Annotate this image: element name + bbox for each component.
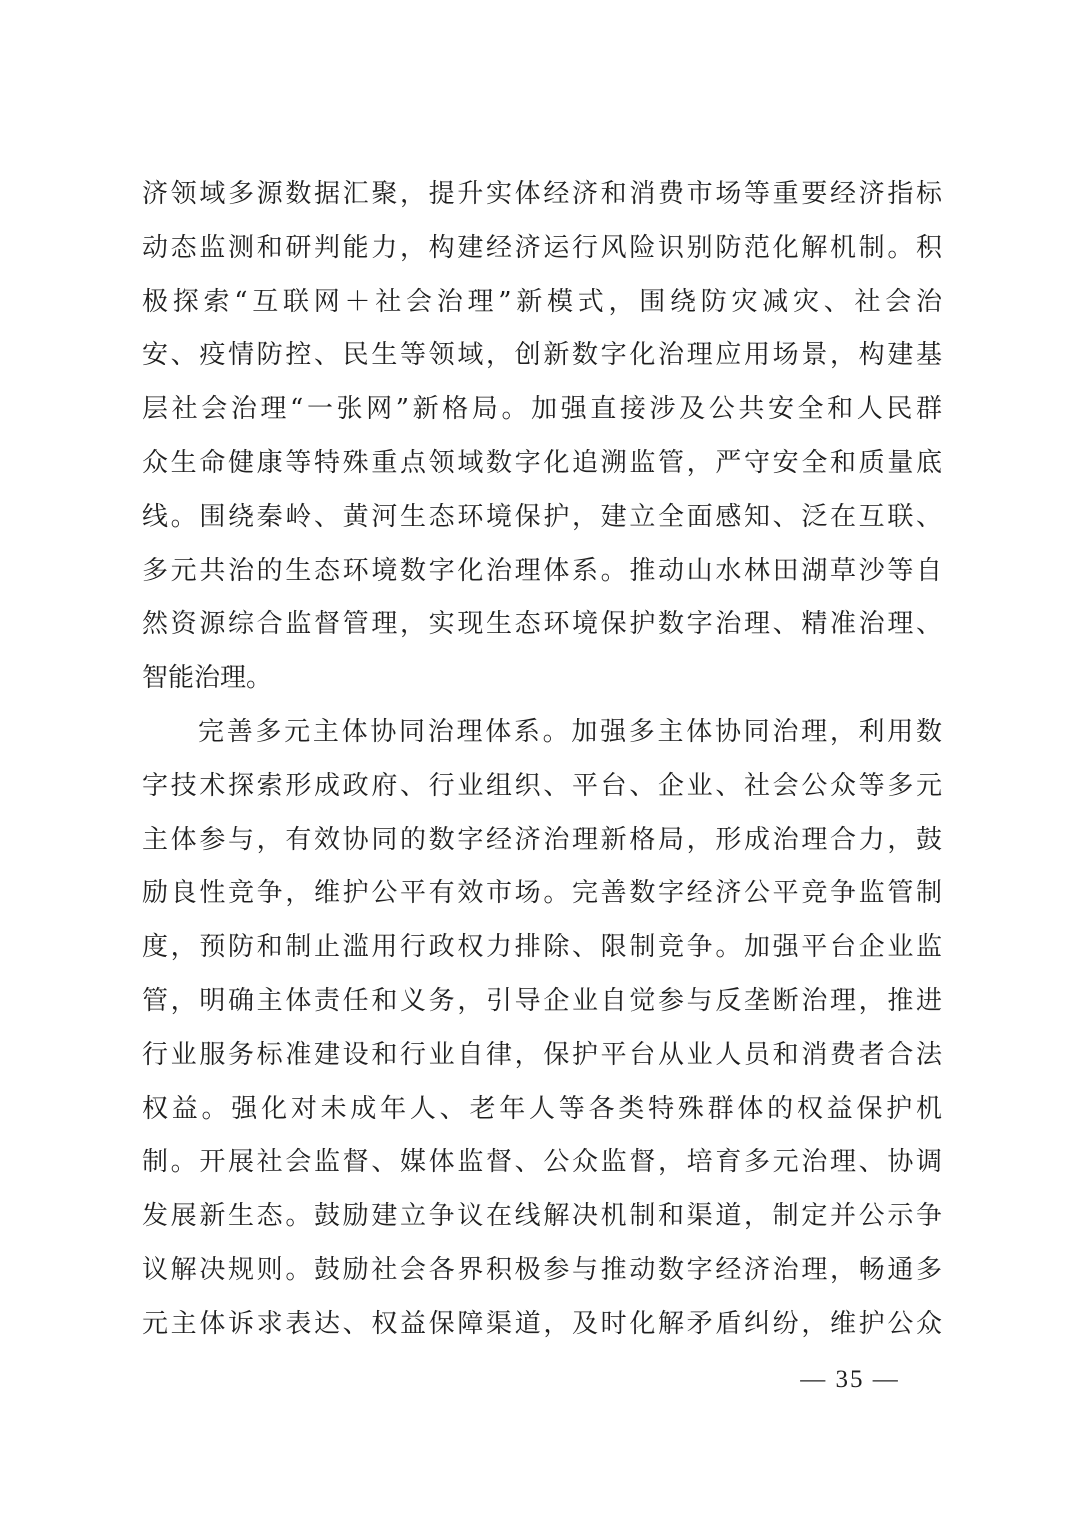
text-line: 完善多元主体协同治理体系。加强多主体协同治理，利用数 bbox=[198, 716, 942, 747]
text-line: 智能治理。 bbox=[142, 663, 273, 694]
text-line: 元主体诉求表达、权益保障渠道，及时化解矛盾纠纷，维护公众 bbox=[142, 1308, 942, 1339]
text-line: 层社会治理“一张网”新格局。加强直接涉及公共安全和人民群 bbox=[142, 394, 942, 425]
text-line: 管，明确主体责任和义务，引导企业自觉参与反垄断治理，推进 bbox=[142, 985, 942, 1016]
text-line: 济领域多源数据汇聚，提升实体经济和消费市场等重要经济指标 bbox=[142, 179, 942, 209]
text-line: 字技术探索形成政府、行业组织、平台、企业、社会公众等多元 bbox=[142, 770, 942, 801]
text-line: 极探索“互联网＋社会治理”新模式，围绕防灾减灾、社会治 bbox=[142, 286, 942, 317]
paragraph-2 bbox=[142, 706, 942, 1352]
text-line: 动态监测和研判能力，构建经济运行风险识别防范化解机制。积 bbox=[142, 232, 942, 263]
text-line: 然资源综合监督管理，实现生态环境保护数字治理、精准治理、 bbox=[142, 609, 942, 640]
text-line: 权益。强化对未成年人、老年人等各类特殊群体的权益保护机 bbox=[142, 1093, 942, 1124]
text-line: 多元共治的生态环境数字化治理体系。推动山水林田湖草沙等自 bbox=[142, 555, 942, 586]
text-line: 议解决规则。鼓励社会各界积极参与推动数字经济治理，畅通多 bbox=[142, 1254, 942, 1285]
text-line: 励良性竞争，维护公平有效市场。完善数字经济公平竞争监管制 bbox=[142, 878, 942, 909]
text-line: 制。开展社会监督、媒体监督、公众监督，培育多元治理、协调 bbox=[142, 1147, 942, 1178]
text-line: 线。围绕秦岭、黄河生态环境保护，建立全面感知、泛在互联、 bbox=[142, 501, 942, 532]
text-line: 众生命健康等特殊重点领域数字化追溯监管，严守安全和质量底 bbox=[142, 447, 942, 478]
text-line: 度，预防和制止滥用行政权力排除、限制竞争。加强平台企业监 bbox=[142, 932, 942, 963]
text-line: 安、疫情防控、民生等领域，创新数字化治理应用场景，构建基 bbox=[142, 340, 942, 371]
page-number: — 35 — bbox=[800, 1366, 900, 1393]
text-line: 发展新生态。鼓励建立争议在线解决机制和渠道，制定并公示争 bbox=[142, 1201, 942, 1232]
text-line: 行业服务标准建设和行业自律，保护平台从业人员和消费者合法 bbox=[142, 1039, 942, 1070]
text-line: 主体参与，有效协同的数字经济治理新格局，形成治理合力，鼓 bbox=[142, 824, 942, 855]
body-text bbox=[142, 168, 942, 1352]
paragraph-1 bbox=[142, 168, 942, 706]
